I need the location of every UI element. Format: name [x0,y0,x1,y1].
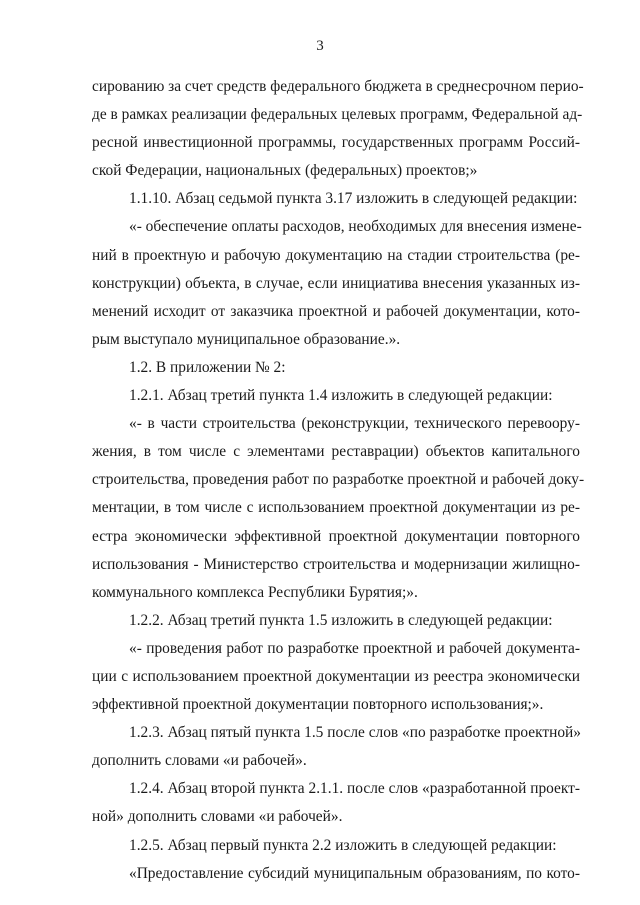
text-line: «- проведения работ по разработке проектной и рабочей документа- [129,639,580,657]
page-number: 3 [316,38,324,54]
text-line: рым выступало муниципальное образование.». [92,330,401,348]
text-line: ции с использованием проектной документации из реестра экономически [92,667,580,685]
text-line: 1.2.5. Абзац первый пункта 2.2 изложить в следующей редакции: [129,836,557,854]
text-line: строительства, проведения работ по разработке проектной и рабочей доку- [92,471,585,489]
text-line: эффективной проектной документации повторного использования;». [92,696,544,714]
text-line: «- обеспечение оплаты расходов, необходимых для внесения измене- [129,218,582,236]
text-line: де в рамках реализации федеральных целевых программ, Федеральной ад- [92,106,583,124]
text-line: ментации, в том числе с использованием проектной документации из ре- [92,499,580,517]
text-line: жения, в том числе с элементами реставрации) объектов капитального [92,443,580,461]
text-line: естра экономически эффективной проектной документации повторного [92,527,580,545]
text-line: менений исходит от заказчика проектной и рабочей документации, кото- [92,302,580,320]
text-line: 1.2.4. Абзац второй пункта 2.1.1. после слов «разработанной проект- [129,780,580,798]
text-line: 1.2.3. Абзац пятый пункта 1.5 после слов «по разработке проектной» [129,724,581,742]
text-line: «Предоставление субсидий муниципальным образованиям, по кото- [129,864,580,882]
text-line: 1.1.10. Абзац седьмой пункта 3.17 изложить в следующей редакции: [129,190,578,208]
text-line: 1.2.1. Абзац третий пункта 1.4 изложить в следующей редакции: [129,387,553,405]
text-line: 1.2.2. Абзац третий пункта 1.5 изложить в следующей редакции: [129,611,553,629]
text-line: ний в проектную и рабочую документацию на стадии строительства (ре- [92,246,580,264]
document-body [92,73,585,888]
text-line: «- в части строительства (реконструкции, технического перевоору- [129,415,580,433]
text-line: коммунального комплекса Республики Бурятия;». [92,583,418,601]
text-line: использования - Министерство строительства и модернизации жилищно- [92,555,580,573]
text-line: дополнить словами «и рабочей». [92,752,307,770]
text-line: 1.2. В приложении № 2: [129,358,286,376]
text-line: ресной инвестиционной программы, государственных программ Россий- [92,134,580,152]
text-line: ной» дополнить словами «и рабочей». [92,808,343,826]
text-line: конструкции) объекта, в случае, если инициатива внесения указанных из- [92,274,580,292]
text-line: ской Федерации, национальных (федеральных) проектов;» [92,162,478,180]
text-line: сированию за счет средств федерального бюджета в среднесрочном перио- [92,78,584,95]
